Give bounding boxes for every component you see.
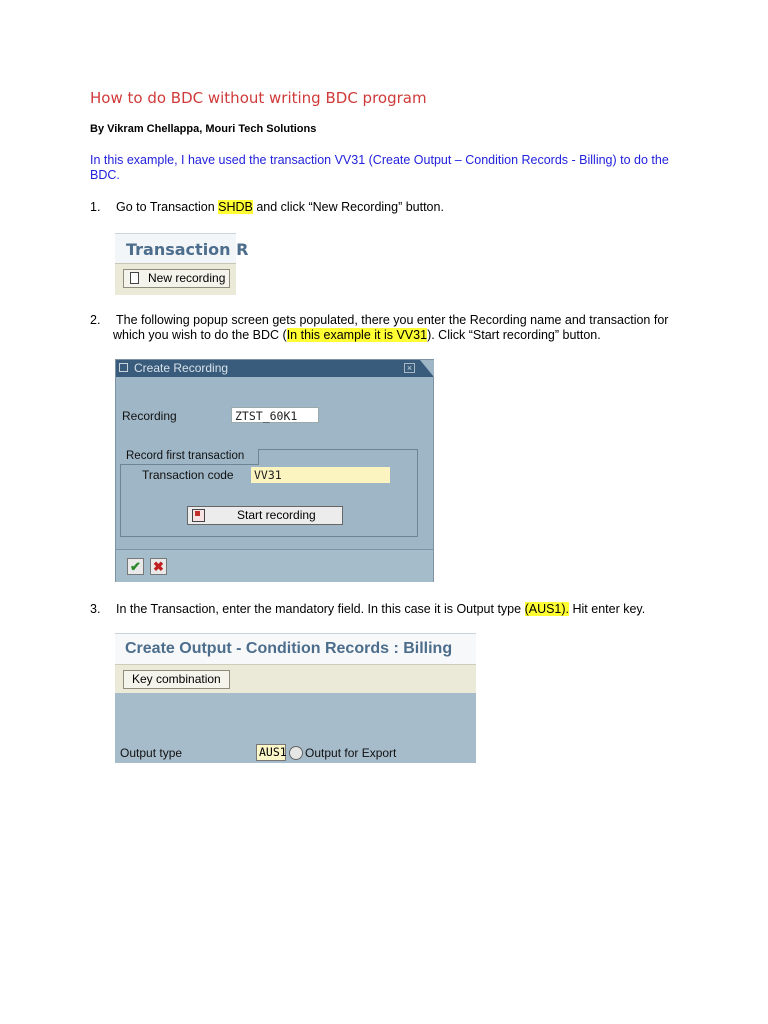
- new-recording-label: New recording: [148, 271, 226, 285]
- screen-title: Create Output - Condition Records : Billing: [125, 640, 453, 657]
- title-bar-corner: [420, 360, 434, 377]
- application-toolbar: [115, 263, 236, 295]
- dialog-title-bar: [116, 360, 433, 377]
- title-bar: [115, 233, 249, 264]
- start-recording-label: Start recording: [237, 508, 316, 522]
- step-text: [116, 602, 645, 617]
- window-icon: [119, 363, 128, 372]
- document-title: How to do BDC without writing BDC program: [90, 89, 427, 107]
- step-text-part: Hit enter key.: [569, 602, 646, 616]
- dialog-footer: [116, 549, 433, 582]
- transaction-code-input[interactable]: VV31: [251, 467, 390, 483]
- step-3: [90, 602, 730, 618]
- output-type-input[interactable]: AUS1: [256, 744, 286, 761]
- screenshot-create-output: [115, 633, 476, 763]
- output-type-label: Output type: [120, 746, 183, 760]
- new-document-icon: [130, 272, 139, 284]
- start-recording-button[interactable]: [187, 506, 343, 525]
- step-text-line-2: [113, 328, 601, 343]
- checkmark-icon[interactable]: ✔: [127, 558, 144, 575]
- recording-label: Recording: [122, 409, 177, 423]
- new-recording-button[interactable]: [123, 269, 230, 288]
- step-number: 1.: [90, 200, 101, 214]
- step-1: [90, 200, 730, 216]
- create-recording-dialog: [115, 359, 434, 582]
- step-number: 3.: [90, 602, 101, 616]
- application-toolbar: [115, 664, 476, 694]
- recording-input[interactable]: ZTST_60K1: [231, 407, 319, 423]
- output-type-description: Output for Export: [305, 746, 397, 760]
- intro-paragraph: In this example, I have used the transaction VV31 (Create Output – Condition Records - Billing) to do the BDC.: [90, 153, 669, 182]
- step-text-part: which you wish to do the BDC (: [113, 328, 287, 342]
- transaction-code-label: Transaction code: [142, 468, 234, 482]
- screenshot-shdb: [115, 233, 249, 294]
- highlight-aus1: (AUS1).: [524, 602, 570, 616]
- cancel-icon[interactable]: ✖: [150, 558, 167, 575]
- group-title: Record first transaction: [120, 449, 259, 465]
- step-2: [90, 313, 730, 345]
- selection-area: [115, 693, 476, 763]
- highlight-shdb: SHDB: [218, 200, 253, 214]
- step-text-line-1: The following popup screen gets populated, there you enter the Recording name and transaction for: [116, 313, 669, 327]
- step-text-part: ). Click “Start recording” button.: [427, 328, 601, 342]
- step-number: 2.: [90, 313, 101, 327]
- author-byline: By Vikram Chellappa, Mouri Tech Solutions: [90, 123, 317, 135]
- title-bar: [115, 633, 476, 665]
- dialog-title: Create Recording: [134, 361, 229, 375]
- highlight-example: In this example it is VV31: [286, 328, 428, 342]
- value-help-icon[interactable]: [289, 746, 303, 760]
- step-text-part: In the Transaction, enter the mandatory field. In this case it is Output type: [116, 602, 525, 616]
- record-icon: [192, 509, 205, 522]
- step-text-part: Go to Transaction: [116, 200, 219, 214]
- step-text: [116, 200, 444, 215]
- key-combination-button[interactable]: Key combination: [123, 670, 230, 689]
- close-icon[interactable]: ×: [404, 363, 415, 373]
- step-text-part: and click “New Recording” button.: [252, 200, 444, 214]
- transaction-title: Transaction R: [126, 240, 249, 259]
